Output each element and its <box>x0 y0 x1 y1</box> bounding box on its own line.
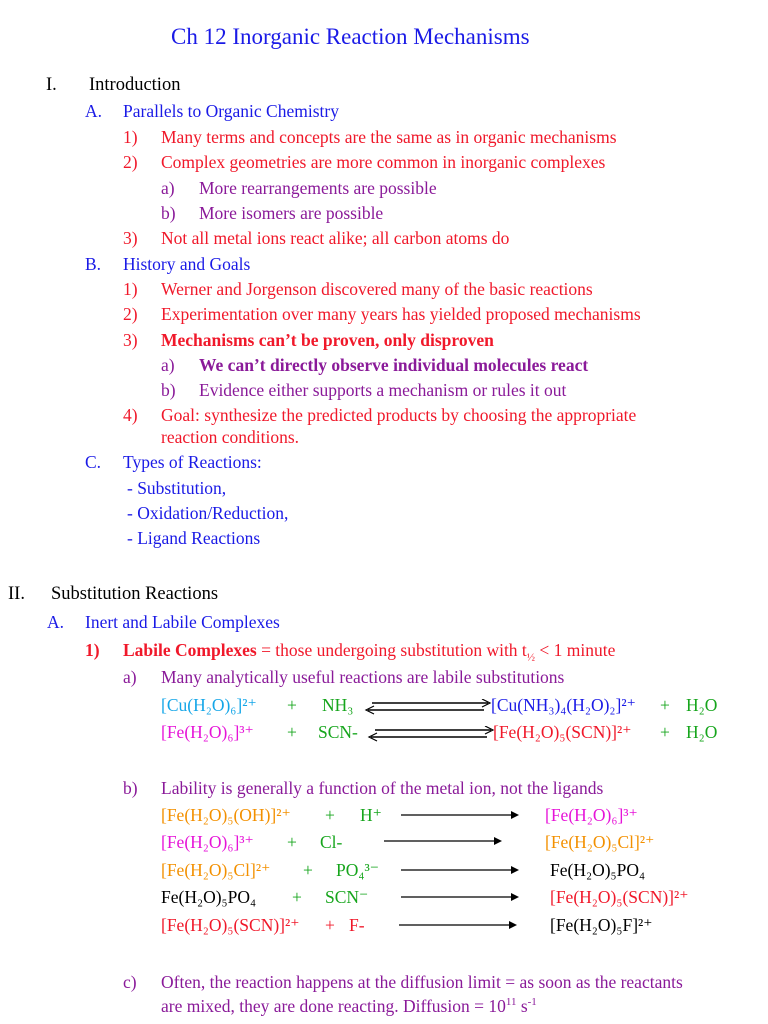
plus-sign: + <box>660 722 670 742</box>
diffusion-unit-exponent: -1 <box>527 996 537 1009</box>
plus-sign: + <box>292 887 302 907</box>
outline-point: Werner and Jorgenson discovered many of the basic reactions <box>161 279 593 299</box>
outline-letter: B. <box>85 254 102 274</box>
subsection-heading: History and Goals <box>123 254 251 274</box>
reaction-arrow-icon <box>401 810 521 820</box>
outline-subletter: b) <box>161 203 176 223</box>
outline-subpoint-bold: We can’t directly observe individual molecules react <box>199 355 589 375</box>
reaction-species: [Cu(H₂O)₆]²⁺ <box>161 695 257 715</box>
labile-definition-end: < 1 minute <box>535 640 616 660</box>
reaction-species: SCN⁻ <box>325 887 369 907</box>
diffusion-unit: s <box>516 996 528 1016</box>
plus-sign: + <box>287 695 297 715</box>
outline-number: 1) <box>123 279 138 299</box>
reaction-species: [Fe(H₂O)₆]³⁺ <box>161 832 254 852</box>
outline-subletter: a) <box>123 667 137 687</box>
reaction-arrow-icon <box>384 836 504 846</box>
section-heading: Introduction <box>89 75 181 95</box>
outline-subletter: a) <box>161 178 175 198</box>
reaction-species: Fe(H₂O)₅PO₄ <box>161 887 257 907</box>
reaction-species: H⁺ <box>360 805 382 825</box>
reaction-arrow-icon <box>401 892 521 902</box>
outline-subpoint-continued <box>161 995 537 1017</box>
outline-number: 2) <box>123 152 138 172</box>
outline-point: Not all metal ions react alike; all carbon atoms do <box>161 228 510 248</box>
outline-subletter: b) <box>123 778 138 798</box>
reaction-species: [Fe(H₂O)₆]³⁺ <box>161 722 254 742</box>
reaction-species: PO₄³⁻ <box>336 860 379 880</box>
reaction-species: [Fe(H₂O)₅Cl]²⁺ <box>161 860 271 880</box>
outline-number: 2) <box>123 304 138 324</box>
outline-point: Many terms and concepts are the same as in organic mechanisms <box>161 127 617 147</box>
outline-letter: A. <box>85 101 103 121</box>
reaction-arrow-icon <box>399 920 519 930</box>
reaction-species: [Fe(H₂O)₅Cl]²⁺ <box>545 832 655 852</box>
section-heading: Substitution Reactions <box>51 584 219 604</box>
reaction-species: [Fe(H₂O)₅(OH)]²⁺ <box>161 805 291 825</box>
reaction-species: SCN- <box>318 722 358 742</box>
labile-definition-text: = those undergoing substitution with t <box>256 640 527 660</box>
reaction-species: H₂O <box>686 695 718 715</box>
half-life-subscript: ½ <box>526 651 536 664</box>
plus-sign: + <box>325 805 335 825</box>
page-title: Ch 12 Inorganic Reaction Mechanisms <box>171 24 530 49</box>
outline-number: 4) <box>123 405 138 425</box>
equilibrium-arrow-icon <box>364 699 492 715</box>
section-number: I. <box>46 75 57 95</box>
outline-number: 1) <box>85 640 100 660</box>
plus-sign: + <box>303 860 313 880</box>
diffusion-text: are mixed, they are done reacting. Diffusion = 10 <box>161 996 506 1016</box>
reaction-species: NH₃ <box>322 695 354 715</box>
plus-sign: + <box>325 915 335 935</box>
plus-sign: + <box>660 695 670 715</box>
subsection-heading: Parallels to Organic Chemistry <box>123 101 339 121</box>
outline-subpoint: Evidence either supports a mechanism or rules it out <box>199 380 567 400</box>
outline-subpoint: Lability is generally a function of the metal ion, not the ligands <box>161 778 604 798</box>
outline-number: 1) <box>123 127 138 147</box>
reaction-species: [Fe(H₂O)₅(SCN)]²⁺ <box>550 887 689 907</box>
reaction-species: [Fe(H₂O)₆]³⁺ <box>545 805 638 825</box>
labile-definition <box>123 639 616 664</box>
outline-point: Complex geometries are more common in inorganic complexes <box>161 152 606 172</box>
outline-subletter: b) <box>161 380 176 400</box>
reaction-type-item: - Oxidation/Reduction, <box>127 503 289 523</box>
outline-subpoint: More rearrangements are possible <box>199 178 437 198</box>
reaction-species: [Fe(H₂O)₅(SCN)]²⁺ <box>161 915 300 935</box>
labile-term: Labile Complexes <box>123 640 257 660</box>
reaction-arrow-icon <box>401 865 521 875</box>
outline-subletter: c) <box>123 972 137 992</box>
outline-point: Experimentation over many years has yielded proposed mechanisms <box>161 304 641 324</box>
reaction-species: F- <box>349 915 365 935</box>
outline-point-bold: Mechanisms can’t be proven, only disproven <box>161 330 494 350</box>
section-number: II. <box>8 584 25 604</box>
reaction-type-item: - Substitution, <box>127 478 227 498</box>
outline-subpoint: Often, the reaction happens at the diffusion limit = as soon as the reactants <box>161 972 683 992</box>
subsection-heading: Inert and Labile Complexes <box>85 612 280 632</box>
reaction-species: Fe(H₂O)₅PO₄ <box>550 860 646 880</box>
plus-sign: + <box>287 832 297 852</box>
outline-subpoint: More isomers are possible <box>199 203 384 223</box>
reaction-species: [Cu(NH₃)₄(H₂O)₂]²⁺ <box>491 695 636 715</box>
equilibrium-arrow-icon <box>367 726 495 742</box>
diffusion-exponent: 11 <box>505 996 517 1009</box>
plus-sign: + <box>287 722 297 742</box>
outline-letter: A. <box>47 612 65 632</box>
reaction-species: H₂O <box>686 722 718 742</box>
reaction-species: [Fe(H₂O)₅(SCN)]²⁺ <box>493 722 632 742</box>
reaction-type-item: - Ligand Reactions <box>127 528 261 548</box>
outline-point-continued: reaction conditions. <box>161 427 300 447</box>
outline-subletter: a) <box>161 355 175 375</box>
outline-point: Goal: synthesize the predicted products by choosing the appropriate <box>161 405 637 425</box>
subsection-heading: Types of Reactions: <box>123 452 262 472</box>
reaction-species: Cl- <box>320 832 343 852</box>
outline-number: 3) <box>123 330 138 350</box>
outline-subpoint: Many analytically useful reactions are labile substitutions <box>161 667 565 687</box>
reaction-species: [Fe(H₂O)₅F]²⁺ <box>550 915 653 935</box>
outline-number: 3) <box>123 228 138 248</box>
outline-letter: C. <box>85 452 102 472</box>
